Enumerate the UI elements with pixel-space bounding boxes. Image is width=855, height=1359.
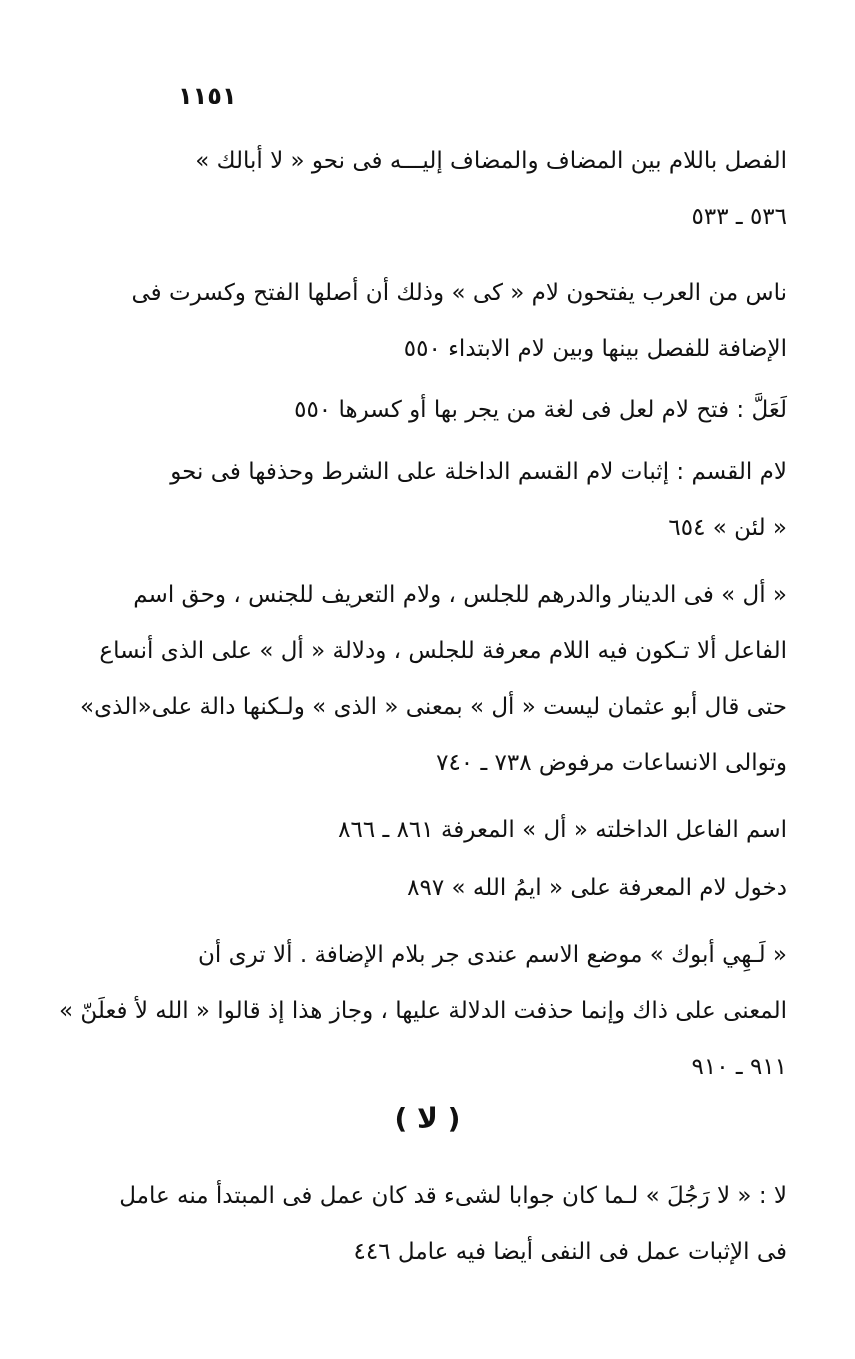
entry-line: اسم الفاعل الداخلته « أل » المعرفة ٨٦١ ـ ٨٦٦ [338,817,787,843]
entry-line: لام القسم : إثبات لام القسم الداخلة على الشرط وحذفها فى نحو [170,459,787,485]
index-entry-al-definite [80,567,787,791]
index-entry-lam-kay [131,265,787,377]
entry-line: حتى قال أبو عثمان ليست « أل » بمعنى « الذى » ولـكنها دالة على«الذى» [80,694,787,720]
index-entry-lam-qasam [139,444,787,556]
index-entry-lahi-abuka [58,927,787,1095]
index-entry-la-rajula [119,1168,787,1280]
entry-line: وتوالى الانساعات مرفوض ٧٣٨ ـ ٧٤٠ [436,750,787,776]
section-heading: ( لا ) [394,1102,461,1135]
entry-line: الإضافة للفصل بينها وبين لام الابتداء ٥٥٠ [403,336,787,362]
entry-line: « أل » فى الدينار والدرهم للجلس ، ولام التعريف للجنس ، وحق اسم [133,582,787,608]
entry-line: لا : « لا رَجُلَ » لـما كان جوابا لشىء قد كان عمل فى المبتدأ منه عامل [119,1183,787,1209]
index-entry-aymu-allah [267,860,787,916]
entry-line: المعنى على ذاك وإنما حذفت الدلالة عليها ، وجاز هذا إذ قالوا « الله لأ فعلَنّ » [58,998,787,1024]
entry-line: الفاعل ألا تـكون فيه اللام معرفة للجلس ، ودلالة « أل » على الذى أنساع [99,638,787,664]
index-entry-lam-separation [139,133,787,245]
index-entry-laalla [265,382,787,438]
page-number: ١١٥١ [178,82,237,110]
entry-line: فى الإثبات عمل فى النفى أيضا فيه عامل ٤٤٦ [353,1239,787,1265]
entry-line: « لَـهِي أبوك » موضع الاسم عندى جر بلام الإضافة . ألا ترى أن [198,942,787,968]
entry-line: الفصل باللام بين المضاف والمضاف إليـــه فى نحو « لا أبالك » [195,148,787,174]
entry-line: ٩١١ ـ ٩١٠ [691,1054,787,1080]
entry-line: ٥٣٦ ـ ٥٣٣ [691,204,787,230]
entry-line: ناس من العرب يفتحون لام « كى » وذلك أن أصلها الفتح وكسرت فى [131,280,787,306]
entry-line: « لئن » ٦٥٤ [668,515,787,541]
entry-line: لَعَلَّ : فتح لام لعل فى لغة من يجر بها أو كسرها ٥٥٠ [294,397,787,423]
entry-line: دخول لام المعرفة على « ايمُ الله » ٨٩٧ [407,875,787,901]
index-entry-ism-fail [267,802,787,858]
